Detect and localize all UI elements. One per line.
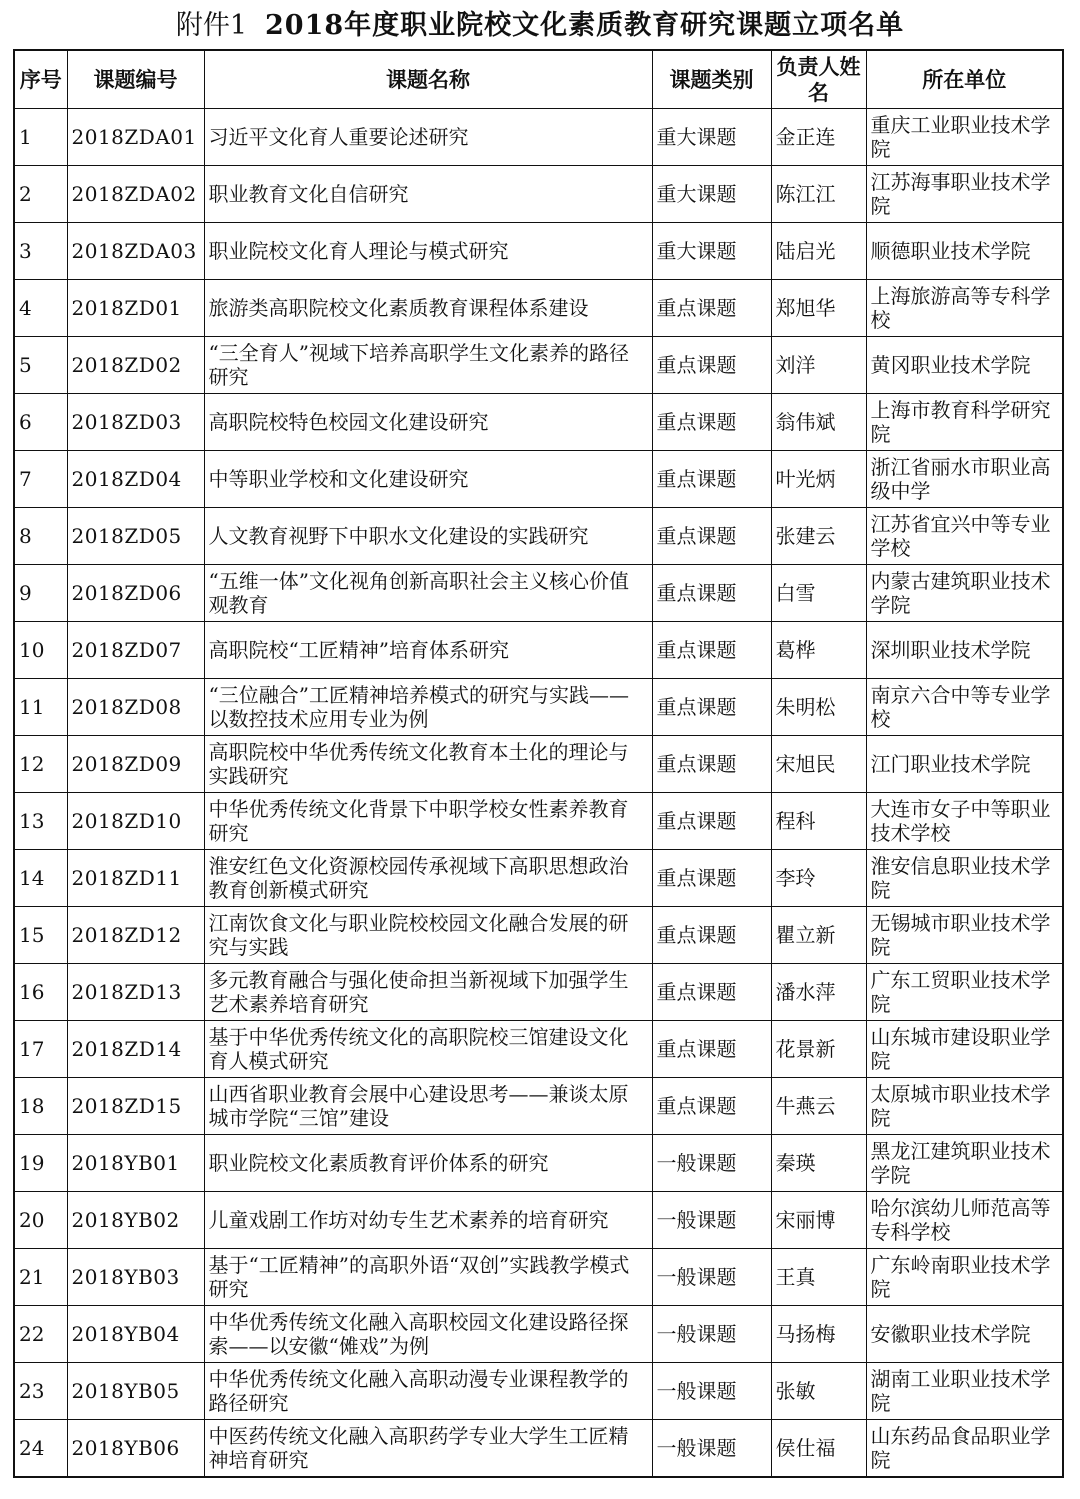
cell-topic: 中华优秀传统文化融入高职校园文化建设路径探索——以安徽“傩戏”为例 bbox=[204, 1306, 652, 1363]
table-row bbox=[14, 337, 1063, 394]
cell-category: 重点课题 bbox=[652, 451, 771, 508]
cell-leader: 翁伟斌 bbox=[771, 394, 866, 451]
cell-no: 6 bbox=[14, 394, 67, 451]
cell-unit: 山东药品食品职业学院 bbox=[866, 1420, 1063, 1478]
cell-no: 7 bbox=[14, 451, 67, 508]
table-row bbox=[14, 907, 1063, 964]
cell-unit: 上海市教育科学研究院 bbox=[866, 394, 1063, 451]
cell-leader: 葛桦 bbox=[771, 622, 866, 679]
cell-unit: 山东城市建设职业学院 bbox=[866, 1021, 1063, 1078]
cell-leader: 程科 bbox=[771, 793, 866, 850]
cell-unit: 南京六合中等专业学校 bbox=[866, 679, 1063, 736]
cell-leader: 陈江江 bbox=[771, 166, 866, 223]
header-code: 课题编号 bbox=[67, 50, 204, 109]
cell-code: 2018ZDA02 bbox=[67, 166, 204, 223]
cell-category: 重点课题 bbox=[652, 1021, 771, 1078]
cell-topic: 儿童戏剧工作坊对幼专生艺术素养的培育研究 bbox=[204, 1192, 652, 1249]
cell-no: 19 bbox=[14, 1135, 67, 1192]
table-row bbox=[14, 1135, 1063, 1192]
cell-topic: 基于“工匠精神”的高职外语“双创”实践教学模式研究 bbox=[204, 1249, 652, 1306]
table-row bbox=[14, 622, 1063, 679]
header-topic: 课题名称 bbox=[204, 50, 652, 109]
table-row bbox=[14, 508, 1063, 565]
cell-code: 2018ZD14 bbox=[67, 1021, 204, 1078]
cell-category: 一般课题 bbox=[652, 1363, 771, 1420]
cell-unit: 江门职业技术学院 bbox=[866, 736, 1063, 793]
cell-leader: 秦瑛 bbox=[771, 1135, 866, 1192]
header-row bbox=[14, 50, 1063, 109]
cell-category: 重点课题 bbox=[652, 964, 771, 1021]
cell-topic: 山西省职业教育会展中心建设思考——兼谈太原城市学院“三馆”建设 bbox=[204, 1078, 652, 1135]
cell-unit: 江苏海事职业技术学院 bbox=[866, 166, 1063, 223]
table-row bbox=[14, 679, 1063, 736]
cell-topic: 职业院校文化育人理论与模式研究 bbox=[204, 223, 652, 280]
table-row bbox=[14, 964, 1063, 1021]
cell-leader: 马扬梅 bbox=[771, 1306, 866, 1363]
cell-leader: 白雪 bbox=[771, 565, 866, 622]
cell-category: 重点课题 bbox=[652, 394, 771, 451]
cell-code: 2018YB05 bbox=[67, 1363, 204, 1420]
cell-topic: 职业院校文化素质教育评价体系的研究 bbox=[204, 1135, 652, 1192]
cell-unit: 深圳职业技术学院 bbox=[866, 622, 1063, 679]
cell-category: 重点课题 bbox=[652, 679, 771, 736]
cell-code: 2018ZD02 bbox=[67, 337, 204, 394]
cell-no: 5 bbox=[14, 337, 67, 394]
table-row bbox=[14, 223, 1063, 280]
cell-unit: 重庆工业职业技术学院 bbox=[866, 109, 1063, 166]
cell-no: 16 bbox=[14, 964, 67, 1021]
cell-topic: 旅游类高职院校文化素质教育课程体系建设 bbox=[204, 280, 652, 337]
table-row bbox=[14, 1363, 1063, 1420]
cell-code: 2018ZD06 bbox=[67, 565, 204, 622]
cell-no: 9 bbox=[14, 565, 67, 622]
cell-category: 重点课题 bbox=[652, 565, 771, 622]
cell-no: 14 bbox=[14, 850, 67, 907]
cell-category: 一般课题 bbox=[652, 1135, 771, 1192]
table-row bbox=[14, 109, 1063, 166]
cell-unit: 太原城市职业技术学院 bbox=[866, 1078, 1063, 1135]
cell-topic: “三全育人”视域下培养高职学生文化素养的路径研究 bbox=[204, 337, 652, 394]
cell-no: 15 bbox=[14, 907, 67, 964]
cell-leader: 宋丽博 bbox=[771, 1192, 866, 1249]
cell-category: 重点课题 bbox=[652, 622, 771, 679]
cell-category: 重大课题 bbox=[652, 223, 771, 280]
cell-code: 2018ZD12 bbox=[67, 907, 204, 964]
cell-code: 2018ZD04 bbox=[67, 451, 204, 508]
cell-leader: 陆启光 bbox=[771, 223, 866, 280]
cell-leader: 牛燕云 bbox=[771, 1078, 866, 1135]
table-row bbox=[14, 394, 1063, 451]
cell-leader: 李玲 bbox=[771, 850, 866, 907]
cell-unit: 江苏省宜兴中等专业学校 bbox=[866, 508, 1063, 565]
cell-no: 8 bbox=[14, 508, 67, 565]
cell-code: 2018ZD15 bbox=[67, 1078, 204, 1135]
cell-no: 20 bbox=[14, 1192, 67, 1249]
cell-unit: 内蒙古建筑职业技术学院 bbox=[866, 565, 1063, 622]
title-prefix: 附件1 bbox=[175, 9, 248, 41]
cell-topic: 职业教育文化自信研究 bbox=[204, 166, 652, 223]
cell-no: 4 bbox=[14, 280, 67, 337]
cell-code: 2018YB06 bbox=[67, 1420, 204, 1478]
cell-no: 3 bbox=[14, 223, 67, 280]
table-row bbox=[14, 793, 1063, 850]
cell-leader: 侯仕福 bbox=[771, 1420, 866, 1478]
cell-leader: 朱明松 bbox=[771, 679, 866, 736]
cell-category: 重点课题 bbox=[652, 907, 771, 964]
header-category: 课题类别 bbox=[652, 50, 771, 109]
header-leader: 负责人姓名 bbox=[771, 50, 866, 109]
cell-unit: 广东工贸职业技术学院 bbox=[866, 964, 1063, 1021]
cell-code: 2018ZD01 bbox=[67, 280, 204, 337]
cell-unit: 大连市女子中等职业技术学校 bbox=[866, 793, 1063, 850]
cell-topic: 人文教育视野下中职水文化建设的实践研究 bbox=[204, 508, 652, 565]
cell-category: 重点课题 bbox=[652, 850, 771, 907]
cell-unit: 上海旅游高等专科学校 bbox=[866, 280, 1063, 337]
cell-code: 2018ZDA01 bbox=[67, 109, 204, 166]
cell-code: 2018ZD05 bbox=[67, 508, 204, 565]
cell-leader: 叶光炳 bbox=[771, 451, 866, 508]
cell-no: 23 bbox=[14, 1363, 67, 1420]
cell-no: 24 bbox=[14, 1420, 67, 1478]
cell-category: 一般课题 bbox=[652, 1420, 771, 1478]
table-row bbox=[14, 736, 1063, 793]
table-row bbox=[14, 451, 1063, 508]
cell-leader: 花景新 bbox=[771, 1021, 866, 1078]
table-row bbox=[14, 1420, 1063, 1478]
cell-category: 一般课题 bbox=[652, 1306, 771, 1363]
header-no: 序号 bbox=[14, 50, 67, 109]
cell-code: 2018ZDA03 bbox=[67, 223, 204, 280]
cell-code: 2018YB02 bbox=[67, 1192, 204, 1249]
cell-category: 重点课题 bbox=[652, 1078, 771, 1135]
table-row bbox=[14, 1249, 1063, 1306]
cell-leader: 王真 bbox=[771, 1249, 866, 1306]
table-row bbox=[14, 1306, 1063, 1363]
table-header bbox=[14, 50, 1063, 109]
cell-no: 10 bbox=[14, 622, 67, 679]
cell-code: 2018ZD09 bbox=[67, 736, 204, 793]
cell-leader: 瞿立新 bbox=[771, 907, 866, 964]
table-row bbox=[14, 1078, 1063, 1135]
cell-no: 11 bbox=[14, 679, 67, 736]
table-body bbox=[14, 109, 1063, 1478]
cell-code: 2018ZD07 bbox=[67, 622, 204, 679]
cell-topic: 高职院校特色校园文化建设研究 bbox=[204, 394, 652, 451]
cell-no: 21 bbox=[14, 1249, 67, 1306]
cell-topic: 高职院校“工匠精神”培育体系研究 bbox=[204, 622, 652, 679]
cell-topic: “三位融合”工匠精神培养模式的研究与实践——以数控技术应用专业为例 bbox=[204, 679, 652, 736]
cell-no: 12 bbox=[14, 736, 67, 793]
cell-topic: 江南饮食文化与职业院校校园文化融合发展的研究与实践 bbox=[204, 907, 652, 964]
table-row bbox=[14, 850, 1063, 907]
cell-unit: 黑龙江建筑职业技术学院 bbox=[866, 1135, 1063, 1192]
cell-topic: “五维一体”文化视角创新高职社会主义核心价值观教育 bbox=[204, 565, 652, 622]
cell-leader: 张建云 bbox=[771, 508, 866, 565]
cell-no: 18 bbox=[14, 1078, 67, 1135]
cell-unit: 顺德职业技术学院 bbox=[866, 223, 1063, 280]
cell-code: 2018ZD11 bbox=[67, 850, 204, 907]
cell-topic: 习近平文化育人重要论述研究 bbox=[204, 109, 652, 166]
cell-topic: 高职院校中华优秀传统文化教育本土化的理论与实践研究 bbox=[204, 736, 652, 793]
cell-code: 2018YB01 bbox=[67, 1135, 204, 1192]
cell-no: 1 bbox=[14, 109, 67, 166]
cell-category: 重点课题 bbox=[652, 736, 771, 793]
cell-category: 一般课题 bbox=[652, 1192, 771, 1249]
cell-no: 22 bbox=[14, 1306, 67, 1363]
cell-category: 重大课题 bbox=[652, 166, 771, 223]
cell-topic: 中等职业学校和文化建设研究 bbox=[204, 451, 652, 508]
cell-code: 2018ZD13 bbox=[67, 964, 204, 1021]
cell-unit: 黄冈职业技术学院 bbox=[866, 337, 1063, 394]
cell-topic: 基于中华优秀传统文化的高职院校三馆建设文化育人模式研究 bbox=[204, 1021, 652, 1078]
cell-code: 2018ZD08 bbox=[67, 679, 204, 736]
cell-unit: 湖南工业职业技术学院 bbox=[866, 1363, 1063, 1420]
table-row bbox=[14, 1192, 1063, 1249]
cell-leader: 张敏 bbox=[771, 1363, 866, 1420]
document-title bbox=[0, 0, 1080, 44]
cell-leader: 金正连 bbox=[771, 109, 866, 166]
cell-unit: 无锡城市职业技术学院 bbox=[866, 907, 1063, 964]
cell-no: 17 bbox=[14, 1021, 67, 1078]
cell-category: 重点课题 bbox=[652, 793, 771, 850]
cell-code: 2018ZD10 bbox=[67, 793, 204, 850]
cell-topic: 中医药传统文化融入高职药学专业大学生工匠精神培育研究 bbox=[204, 1420, 652, 1478]
cell-leader: 刘洋 bbox=[771, 337, 866, 394]
cell-topic: 中华优秀传统文化融入高职动漫专业课程教学的路径研究 bbox=[204, 1363, 652, 1420]
table-row bbox=[14, 1021, 1063, 1078]
cell-unit: 安徽职业技术学院 bbox=[866, 1306, 1063, 1363]
cell-category: 重点课题 bbox=[652, 337, 771, 394]
table-row bbox=[14, 280, 1063, 337]
cell-leader: 潘水萍 bbox=[771, 964, 866, 1021]
cell-unit: 淮安信息职业技术学院 bbox=[866, 850, 1063, 907]
cell-no: 13 bbox=[14, 793, 67, 850]
cell-leader: 郑旭华 bbox=[771, 280, 866, 337]
table-row bbox=[14, 166, 1063, 223]
cell-unit: 浙江省丽水市职业高级中学 bbox=[866, 451, 1063, 508]
cell-category: 重点课题 bbox=[652, 280, 771, 337]
cell-code: 2018ZD03 bbox=[67, 394, 204, 451]
cell-category: 重点课题 bbox=[652, 508, 771, 565]
cell-topic: 中华优秀传统文化背景下中职学校女性素养教育研究 bbox=[204, 793, 652, 850]
table-row bbox=[14, 565, 1063, 622]
title-main: 2018年度职业院校文化素质教育研究课题立项名单 bbox=[265, 9, 905, 41]
cell-no: 2 bbox=[14, 166, 67, 223]
cell-unit: 广东岭南职业技术学院 bbox=[866, 1249, 1063, 1306]
cell-unit: 哈尔滨幼儿师范高等专科学校 bbox=[866, 1192, 1063, 1249]
cell-leader: 宋旭民 bbox=[771, 736, 866, 793]
cell-topic: 多元教育融合与强化使命担当新视域下加强学生艺术素养培育研究 bbox=[204, 964, 652, 1021]
cell-category: 一般课题 bbox=[652, 1249, 771, 1306]
header-unit: 所在单位 bbox=[866, 50, 1063, 109]
cell-code: 2018YB04 bbox=[67, 1306, 204, 1363]
cell-category: 重大课题 bbox=[652, 109, 771, 166]
cell-code: 2018YB03 bbox=[67, 1249, 204, 1306]
cell-topic: 淮安红色文化资源校园传承视域下高职思想政治教育创新模式研究 bbox=[204, 850, 652, 907]
project-roster-table bbox=[13, 49, 1064, 1478]
